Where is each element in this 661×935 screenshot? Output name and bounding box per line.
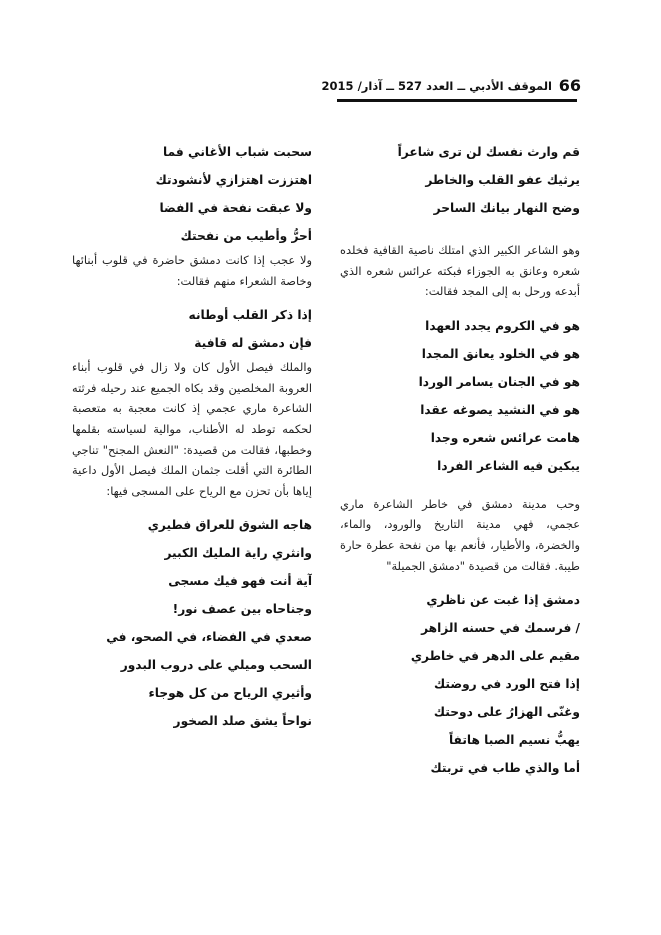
- right-column: [340, 138, 580, 782]
- verse-line: أحرُّ وأطيب من نفحتك: [180, 229, 312, 243]
- verse-line: صعدي في الفضاء، في الصحو، في: [106, 630, 312, 645]
- verse-line: يهبُّ نسيم الصبا هاتفاً: [448, 733, 580, 748]
- verse-line: هو في الجنان يسامر الوردا: [418, 374, 580, 389]
- header-rule: [337, 99, 577, 102]
- verse-line: نواحاً يشق صلد الصخور: [173, 714, 312, 729]
- verse-line: وأثيري الرياح من كل هوجاء: [148, 686, 312, 701]
- paragraph: والملك فيصل الأول كان ولا زال في قلوب أبناء العروبة المخلصين وقد بكاه الجميع عند رحيله فرثته الشاعرة ماري عجمي إذ كانت معجبة به متعصبة لحكمه توطد له الأطناب، موالية لسياسته بقلمها وخطبها، فقالت من قصيدة: "النعش المجنح" تناجي الطائرة التي أقلت جثمان الملك فيصل الأول داعية إياها بأن تحزن مع الرياح على المسجى فيها:: [72, 360, 312, 498]
- verse-line: وجناحاه بين عصف نور!: [172, 602, 312, 617]
- page-number: 66: [558, 76, 581, 95]
- verse-line: إذا ذكر القلب أوطانه: [188, 308, 312, 323]
- verse-line: ولا عبقت نفحة في الفضا: [159, 201, 312, 215]
- running-title: الموقف الأدبي ــ العدد 527 ــ آذار/ 2015: [321, 79, 552, 93]
- verse-line: وضح النهار بيانك الساحر: [433, 201, 580, 215]
- verse-line: هو في النشيد يصوغه عقدا: [420, 402, 580, 417]
- verse-line: قم وارث نفسك لن ترى شاعراً: [397, 145, 580, 159]
- paragraph: ولا عجب إذا كانت دمشق حاضرة في قلوب أبنائها وخاصة الشعراء منهم فقالت:: [72, 253, 312, 288]
- verse-line: هو في الكروم يجدد العهدا: [425, 318, 580, 333]
- verse-line: سحبت شباب الأغاني فما: [163, 145, 312, 159]
- verse-line: آية أنت فهو فيك مسجى: [168, 574, 312, 589]
- left-column: [72, 138, 312, 735]
- verse-line: وانثري راية المليك الكبير: [164, 546, 312, 561]
- verse-line: السحب وميلي على دروب البدور: [120, 658, 312, 673]
- verse-line: هو في الخلود يعانق المجدا: [421, 346, 580, 361]
- verse-line: وغنّى الهزارُ على دوحتك: [433, 705, 580, 720]
- verse-line: يبكين فيه الشاعر الفردا: [437, 458, 580, 473]
- verse-line: اهتززت اهتزازي لأنشودتك: [155, 173, 312, 187]
- paragraph: وهو الشاعر الكبير الذي امتلك ناصية القافية فخلده شعره وعانق به الجوزاء فبكته عرائس شعره الذي أبدعه ورحل به إلى المجد فقالت:: [340, 243, 580, 299]
- verse-line: هامت عرائس شعره وجدا: [430, 430, 580, 445]
- verse-line: فإن دمشق له قافية: [194, 336, 312, 351]
- verse-line: أما والذي طاب في تربتك: [430, 761, 580, 776]
- verse-line: إذا فتح الورد في روضتك: [434, 677, 580, 692]
- verse-line: دمشق إذا غبت عن ناظري: [426, 593, 580, 608]
- verse-line: / فرسمك في حسنه الزاهر: [421, 621, 580, 636]
- paragraph: وحب مدينة دمشق في خاطر الشاعرة ماري عجمي، فهي مدينة التاريخ والورود، والماء، والخضرة، والأطيار، فأنعم بها من نفحة عطرة حارة طيبة. فقالت من قصيدة "دمشق الجميلة": [340, 496, 580, 573]
- verse-line: هاجه الشوق للعراق فطيري: [147, 518, 312, 533]
- verse-line: مقيم على الدهر في خاطري: [410, 649, 580, 664]
- verse-line: يرثيك عفو القلب والخاطر: [425, 173, 580, 187]
